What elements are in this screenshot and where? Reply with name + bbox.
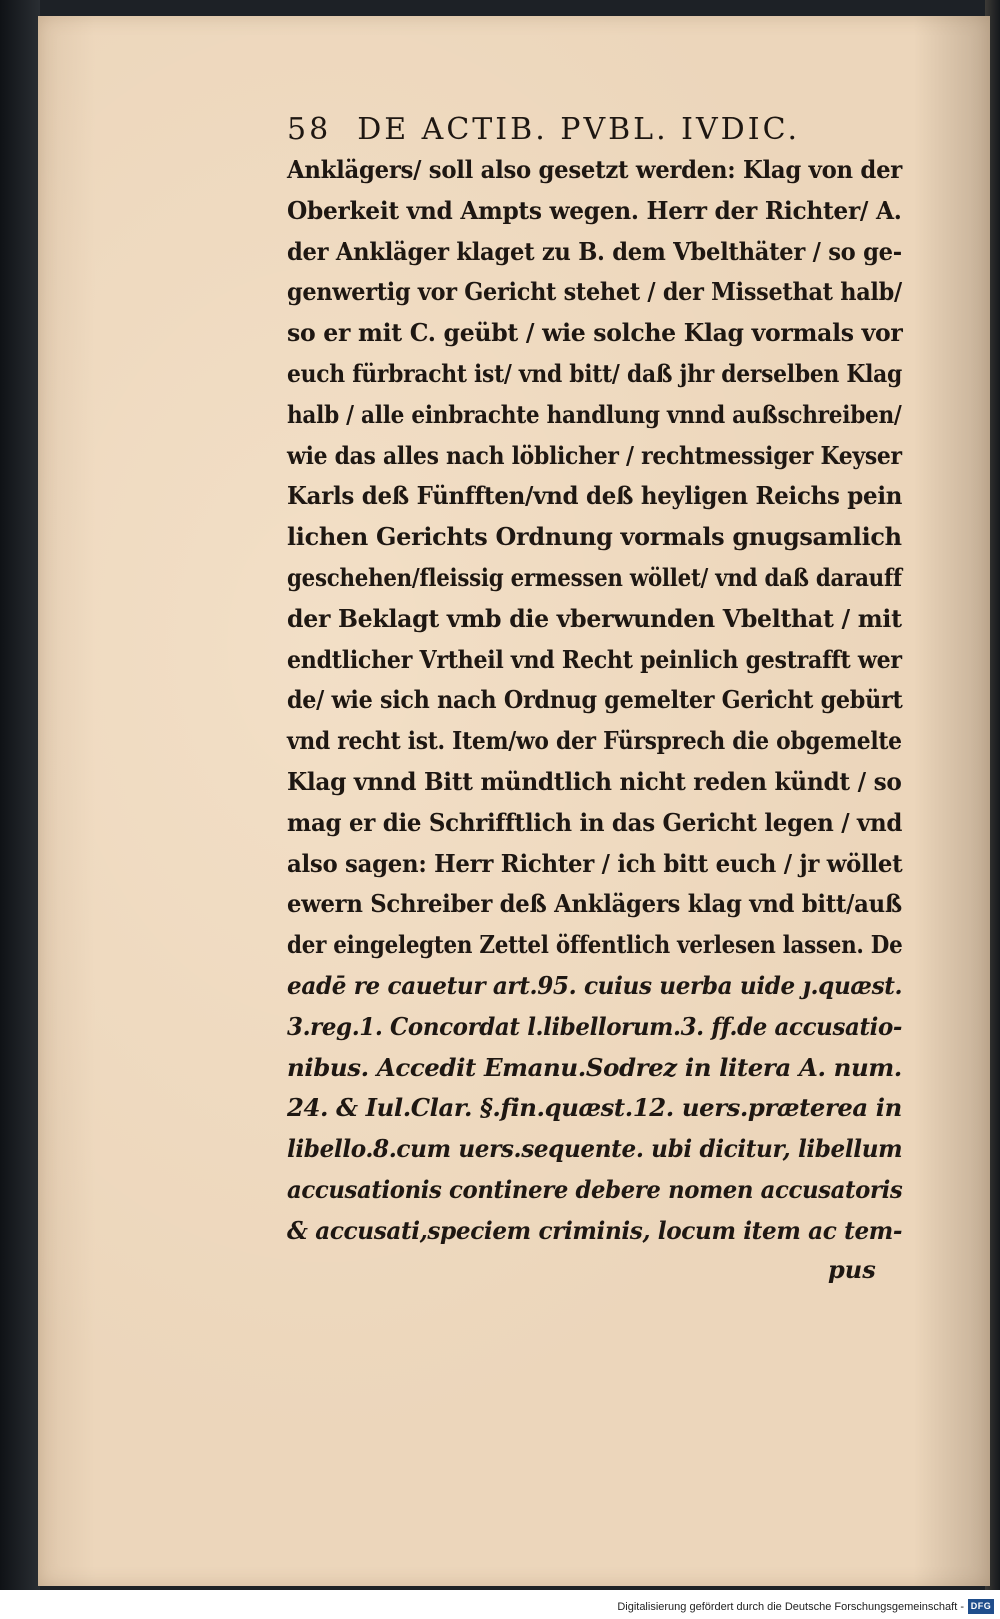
- text-line: also sagen: Herr Richter / ich bitt euch / jr wöllet: [287, 848, 903, 878]
- text-line: Klag vnnd Bitt mündtlich nicht reden kündt / so: [287, 766, 902, 796]
- text-line: lichen Gerichts Ordnung vormals gnugsamlich: [287, 522, 902, 552]
- latin-text-line: libello.8.cum uers.sequente. ubi dicitur, libellum: [287, 1134, 903, 1164]
- text-line: mag er die Schrifftlich in das Gericht legen / vnd: [287, 807, 903, 837]
- text-line: Anklägers/ soll also gesetzt werden: Klag von der: [287, 155, 902, 184]
- text-line: vnd recht ist. Item/wo der Fürsprech die obgemelte: [287, 726, 902, 756]
- text-line: halb / alle einbrachte handlung vnnd außschreiben/: [287, 399, 902, 429]
- latin-text-line: & accusati,speciem criminis, locum item ac tem-: [287, 1215, 903, 1245]
- dfg-logo: DFG: [968, 1599, 994, 1614]
- latin-text-line: eadē re cauetur art.95. cuius uerba uide ȷ.quæst.: [287, 970, 903, 1000]
- footer-credit: Digitalisierung gefördert durch die Deutsche Forschungsgemeinschaft -: [617, 1601, 964, 1613]
- text-line: wie das alles nach löblicher / rechtmessiger Keyser: [287, 440, 902, 470]
- text-line: geschehen/fleissig ermessen wöllet/ vnd daß darauff: [287, 562, 902, 592]
- text-line: euch fürbracht ist/ vnd bitt/ daß jhr derselben Klag: [287, 358, 902, 388]
- catchword: pus: [828, 1255, 876, 1284]
- scan-left-edge: [0, 0, 40, 1590]
- text-line: Oberkeit vnd Ampts wegen. Herr der Richter/ A.: [287, 195, 902, 225]
- latin-text-line: 3.reg.1. Concordat l.libellorum.3. ff.de accusatio-: [287, 1011, 903, 1041]
- text-line: der Beklagt vmb die vberwunden Vbelthat / mit: [287, 603, 902, 633]
- text-line: endtlicher Vrtheil vnd Recht peinlich gestrafft wer: [287, 644, 902, 674]
- running-header-title: DE ACTIB. PVBL. IVDIC.: [357, 112, 801, 147]
- text-line: so er mit C. geübt / wie solche Klag vormals vor: [287, 318, 903, 348]
- page-number: 58: [287, 112, 332, 147]
- latin-text-line: 24. & Iul.Clar. §.fin.quæst.12. uers.præterea in: [287, 1093, 902, 1123]
- latin-text-line: accusationis continere debere nomen accusatoris: [287, 1174, 903, 1204]
- text-line: genwertig vor Gericht stehet / der Missethat halb/: [287, 277, 902, 307]
- text-line: der eingelegten Zettel öffentlich verlesen lassen. De: [287, 930, 903, 960]
- text-line: de/ wie sich nach Ordnug gemelter Gericht gebürt: [287, 685, 903, 715]
- text-line: Karls deß Fünfften/vnd deß heyligen Reichs pein: [287, 481, 903, 511]
- text-line: der Ankläger klaget zu B. dem Vbelthäter / so ge-: [287, 236, 902, 266]
- latin-text-line: nibus. Accedit Emanu.Sodrez in litera A. num.: [287, 1052, 902, 1082]
- running-header: [287, 110, 917, 150]
- page-text-block: [287, 110, 917, 1252]
- text-line: ewern Schreiber deß Anklägers klag vnd bitt/auß: [287, 889, 902, 919]
